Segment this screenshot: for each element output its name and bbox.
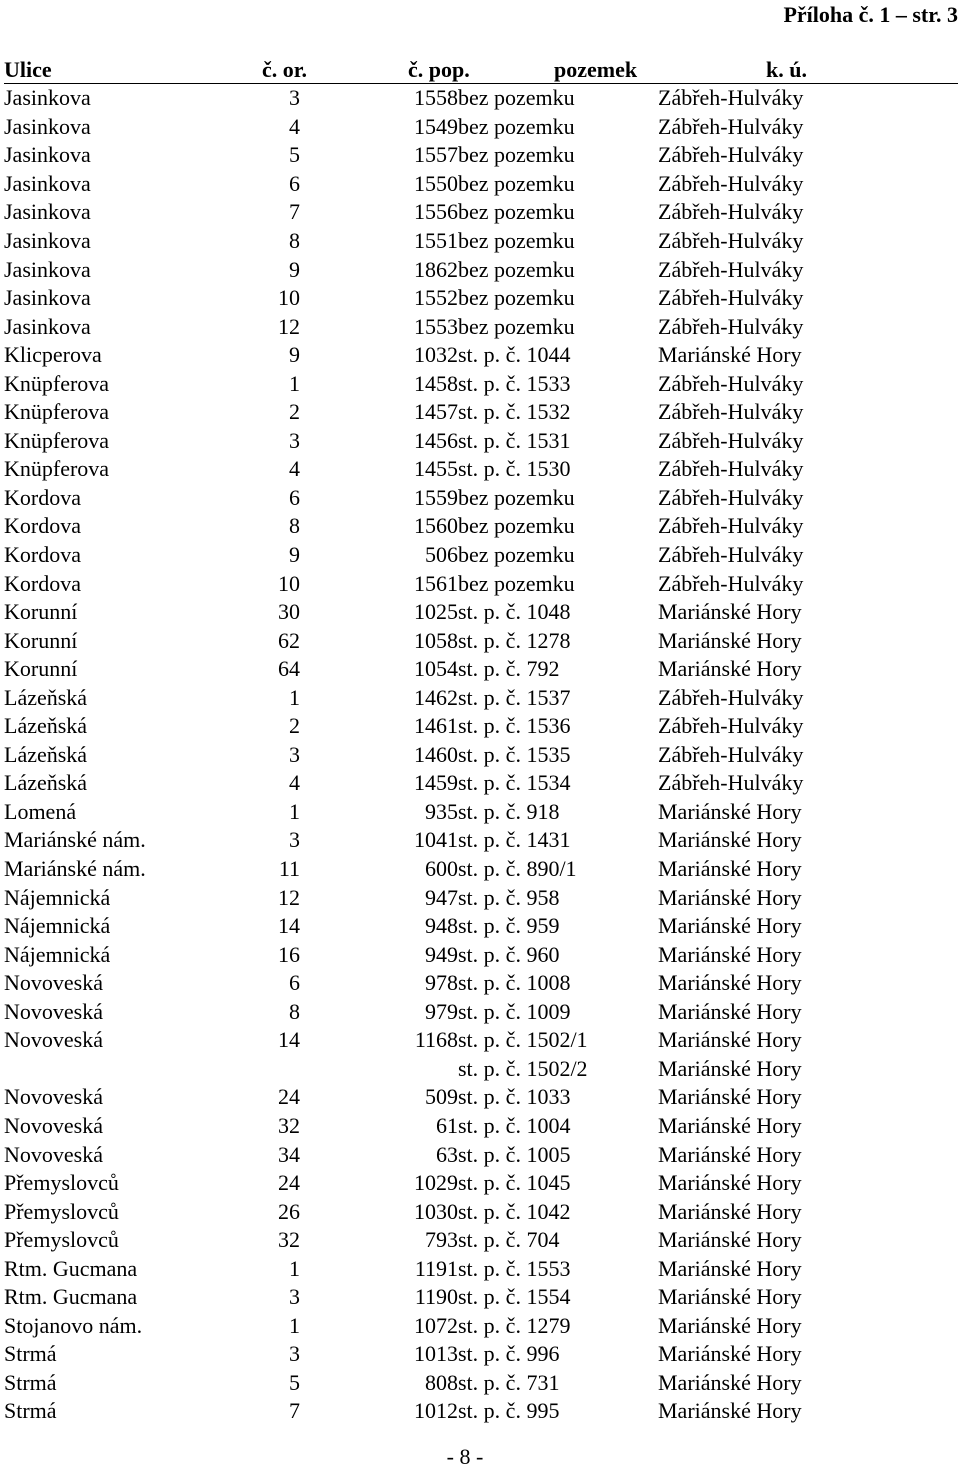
table-row [4,940,958,969]
street-cell: Kordova [4,513,81,539]
orientation-number-cell: 14 [278,913,300,939]
descriptive-number-cell: 808 [425,1369,458,1395]
cadastral-area-cell: Zábřeh-Hulváky [658,484,804,510]
street-cell: Mariánské nám. [4,827,146,853]
orientation-number-cell [234,1055,300,1084]
street-cell: Lázeňská [4,770,88,796]
parcel-cell: bez pozemku [458,542,575,568]
cadastral-area-cell: Mariánské Hory [658,1170,802,1196]
table-row [4,113,958,142]
table-row [4,1169,958,1198]
orientation-number-cell: 62 [278,627,300,653]
descriptive-number-cell: 935 [425,798,458,824]
street-cell: Novoveská [4,970,103,996]
descriptive-number-cell: 1553 [414,313,458,339]
cadastral-area-cell: Zábřeh-Hulváky [658,370,804,396]
descriptive-number-cell: 1552 [414,285,458,311]
street-cell: Mariánské nám. [4,856,146,882]
orientation-number-cell: 24 [278,1084,300,1110]
cadastral-area-cell: Mariánské Hory [658,1055,802,1081]
street-cell: Nájemnická [4,913,111,939]
descriptive-number-cell: 63 [436,1141,458,1167]
table-row [4,227,958,256]
descriptive-number-cell: 1459 [414,770,458,796]
table-row [4,826,958,855]
street-cell: Knüpferova [4,456,110,482]
street-cell: Přemyslovců [4,1198,119,1224]
table-row [4,1112,958,1141]
parcel-cell: st. p. č. 1537 [458,684,571,710]
parcel-cell: st. p. č. 1042 [458,1198,571,1224]
descriptive-number-cell: 1551 [414,228,458,253]
parcel-cell: st. p. č. 704 [458,1227,560,1253]
descriptive-number-cell: 1013 [414,1341,458,1367]
table-row [4,1397,958,1426]
street-cell: Strmá [4,1341,57,1367]
orientation-number-cell: 4 [289,456,300,482]
cadastral-area-cell: Mariánské Hory [658,998,802,1024]
street-cell: Klicperova [4,342,102,368]
table-row [4,683,958,712]
orientation-number-cell: 3 [289,827,300,853]
descriptive-number-cell: 1029 [414,1170,458,1196]
orientation-number-cell: 5 [289,1369,300,1395]
descriptive-number-cell: 1556 [414,199,458,225]
parcel-cell: st. p. č. 995 [458,1398,560,1424]
descriptive-number-cell: 1460 [414,741,458,767]
descriptive-number-cell: 1549 [414,113,458,139]
parcel-cell: st. p. č. 1553 [458,1255,571,1281]
table-row [4,1197,958,1226]
descriptive-number-cell: 949 [425,941,458,967]
descriptive-number-cell: 1550 [414,170,458,196]
orientation-number-cell: 30 [278,599,300,625]
street-cell: Nájemnická [4,884,111,910]
cadastral-area-cell: Zábřeh-Hulváky [658,199,804,225]
orientation-number-cell: 34 [278,1141,300,1167]
parcel-cell: st. p. č. 1044 [458,342,571,368]
street-cell: Jasinkova [4,113,91,139]
parcel-cell: bez pozemku [458,142,575,168]
orientation-number-cell: 32 [278,1112,300,1138]
table-row [4,284,958,313]
cadastral-area-cell: Mariánské Hory [658,884,802,910]
table-row [4,798,958,827]
orientation-number-cell: 32 [278,1227,300,1253]
column-header-parcel: pozemek [458,57,658,84]
cadastral-area-cell: Zábřeh-Hulváky [658,285,804,311]
cadastral-area-cell: Mariánské Hory [658,970,802,996]
cadastral-area-cell: Mariánské Hory [658,1141,802,1167]
cadastral-area-cell: Zábřeh-Hulváky [658,170,804,196]
orientation-number-cell: 6 [289,170,300,196]
parcel-cell: st. p. č. 792 [458,656,560,682]
table-row [4,626,958,655]
cadastral-area-cell: Mariánské Hory [658,941,802,967]
cadastral-area-cell: Zábřeh-Hulváky [658,142,804,168]
table-body [4,84,958,1426]
parcel-cell: st. p. č. 960 [458,941,560,967]
cadastral-area-cell: Mariánské Hory [658,1227,802,1253]
street-cell: Nájemnická [4,941,111,967]
parcel-cell: st. p. č. 1535 [458,741,571,767]
parcel-cell: st. p. č. 958 [458,884,560,910]
parcel-cell: st. p. č. 1502/1 [458,1027,588,1053]
descriptive-number-cell: 1558 [414,85,458,111]
parcel-cell: st. p. č. 1531 [458,427,571,453]
orientation-number-cell: 9 [289,342,300,368]
cadastral-area-cell: Zábřeh-Hulváky [658,256,804,282]
cadastral-area-cell: Zábřeh-Hulváky [658,427,804,453]
street-cell: Knüpferova [4,399,110,425]
cadastral-area-cell: Zábřeh-Hulváky [658,113,804,139]
descriptive-number-cell: 1072 [414,1312,458,1338]
cadastral-area-cell: Mariánské Hory [658,1369,802,1395]
annex-page-label: Příloha č. 1 – str. 3 [783,2,958,27]
orientation-number-cell: 64 [278,656,300,682]
table-row [4,484,958,513]
cadastral-area-cell: Zábřeh-Hulváky [658,684,804,710]
parcel-cell: st. p. č. 731 [458,1369,560,1395]
parcel-cell: bez pozemku [458,513,575,539]
table-row [4,712,958,741]
table-row [4,369,958,398]
orientation-number-cell: 3 [289,85,300,111]
street-cell [4,1055,234,1084]
cadastral-area-cell: Mariánské Hory [658,827,802,853]
descriptive-number-cell: 1559 [414,484,458,510]
street-cell: Korunní [4,627,78,653]
orientation-number-cell: 8 [289,228,300,253]
orientation-number-cell: 4 [289,113,300,139]
street-cell: Lázeňská [4,741,88,767]
table-row [4,1283,958,1312]
descriptive-number-cell: 509 [425,1084,458,1110]
cadastral-area-cell: Mariánské Hory [658,856,802,882]
cadastral-area-cell: Zábřeh-Hulváky [658,85,804,111]
orientation-number-cell: 8 [289,998,300,1024]
descriptive-number-cell: 1032 [414,342,458,368]
column-header-descriptive-number: č. pop. [300,57,458,84]
parcel-cell: st. p. č. 1534 [458,770,571,796]
descriptive-number-cell: 793 [425,1227,458,1253]
parcel-cell: st. p. č. 1530 [458,456,571,482]
street-cell: Novoveská [4,1027,103,1053]
table-row [4,141,958,170]
parcel-cell: bez pozemku [458,570,575,596]
descriptive-number-cell: 1561 [414,570,458,596]
street-cell: Korunní [4,599,78,625]
parcel-cell: bez pozemku [458,256,575,282]
table-row [4,455,958,484]
orientation-number-cell: 5 [289,142,300,168]
orientation-number-cell: 10 [278,285,300,311]
descriptive-number-cell: 1560 [414,513,458,539]
parcel-cell: bez pozemku [458,113,575,139]
cadastral-area-cell: Mariánské Hory [658,798,802,824]
parcel-cell: bez pozemku [458,199,575,225]
street-cell: Novoveská [4,1141,103,1167]
table-row [4,84,958,113]
orientation-number-cell: 3 [289,427,300,453]
orientation-number-cell: 6 [289,970,300,996]
cadastral-area-cell: Mariánské Hory [658,599,802,625]
orientation-number-cell: 16 [278,941,300,967]
orientation-number-cell: 9 [289,542,300,568]
street-cell: Přemyslovců [4,1170,119,1196]
parcel-cell: bez pozemku [458,170,575,196]
orientation-number-cell: 2 [289,399,300,425]
descriptive-number-cell: 1190 [414,1284,458,1310]
street-cell: Jasinkova [4,170,91,196]
orientation-number-cell: 11 [278,856,300,882]
descriptive-number-cell: 1191 [414,1255,458,1281]
table-row [4,512,958,541]
parcel-cell: bez pozemku [458,285,575,311]
table-row [4,969,958,998]
street-cell: Kordova [4,484,81,510]
street-cell: Rtm. Gucmana [4,1255,138,1281]
table-row [4,398,958,427]
table-row [4,1254,958,1283]
descriptive-number-cell: 1041 [414,827,458,853]
table-row [4,1312,958,1341]
orientation-number-cell: 3 [289,1284,300,1310]
parcel-cell: bez pozemku [458,484,575,510]
descriptive-number-cell: 1456 [414,427,458,453]
table-row [4,170,958,199]
cadastral-area-cell: Mariánské Hory [658,1027,802,1053]
column-header-street: Ulice [4,57,234,84]
descriptive-number-cell: 979 [425,998,458,1024]
parcel-cell: st. p. č. 1008 [458,970,571,996]
cadastral-area-cell: Mariánské Hory [658,1341,802,1367]
orientation-number-cell: 12 [278,884,300,910]
cadastral-area-cell: Mariánské Hory [658,1398,802,1424]
table-row [4,1226,958,1255]
header-row [4,57,958,84]
orientation-number-cell: 4 [289,770,300,796]
street-cell: Jasinkova [4,85,91,111]
parcel-cell: st. p. č. 1502/2 [458,1055,588,1081]
descriptive-number-cell: 1058 [414,627,458,653]
street-cell: Novoveská [4,1084,103,1110]
parcel-cell: bez pozemku [458,313,575,339]
street-cell: Lázeňská [4,684,88,710]
table-row [4,855,958,884]
table-row [4,427,958,456]
parcel-cell: st. p. č. 918 [458,798,560,824]
cadastral-area-cell: Mariánské Hory [658,913,802,939]
orientation-number-cell: 12 [278,313,300,339]
table-row [4,1083,958,1112]
table-row [4,198,958,227]
orientation-number-cell: 24 [278,1170,300,1196]
table-row [4,998,958,1027]
street-cell: Kordova [4,542,81,568]
descriptive-number-cell [300,1055,458,1084]
orientation-number-cell: 1 [289,684,300,710]
cadastral-area-cell: Zábřeh-Hulváky [658,542,804,568]
table-row [4,1026,958,1055]
cadastral-area-cell: Mariánské Hory [658,627,802,653]
street-cell: Jasinkova [4,142,91,168]
street-cell: Lomená [4,798,77,824]
parcel-cell: bez pozemku [458,228,575,253]
cadastral-area-cell: Zábřeh-Hulváky [658,713,804,739]
street-cell: Strmá [4,1398,57,1424]
street-cell: Lázeňská [4,713,88,739]
page-number: - 8 - [446,1444,484,1469]
table-row [4,1140,958,1169]
cadastral-area-cell: Mariánské Hory [658,1255,802,1281]
street-cell: Knüpferova [4,427,110,453]
table-row [4,541,958,570]
table-header [4,57,958,84]
descriptive-number-cell: 978 [425,970,458,996]
column-header-cadastral-area: k. ú. [658,57,958,84]
parcel-cell: st. p. č. 1048 [458,599,571,625]
descriptive-number-cell: 948 [425,913,458,939]
street-cell: Jasinkova [4,228,91,253]
parcel-cell: st. p. č. 1045 [458,1170,571,1196]
table-row [4,312,958,341]
parcel-cell: st. p. č. 1431 [458,827,571,853]
cadastral-area-cell: Mariánské Hory [658,1284,802,1310]
orientation-number-cell: 8 [289,513,300,539]
street-cell: Novoveská [4,998,103,1024]
parcel-cell: st. p. č. 1533 [458,370,571,396]
cadastral-area-cell: Zábřeh-Hulváky [658,313,804,339]
orientation-number-cell: 9 [289,256,300,282]
cadastral-area-cell: Zábřeh-Hulváky [658,399,804,425]
descriptive-number-cell: 600 [425,856,458,882]
cadastral-area-cell: Mariánské Hory [658,1112,802,1138]
parcel-cell: st. p. č. 1009 [458,998,571,1024]
orientation-number-cell: 1 [289,370,300,396]
parcel-cell: st. p. č. 1278 [458,627,571,653]
cadastral-area-cell: Mariánské Hory [658,1198,802,1224]
table-row [4,912,958,941]
orientation-number-cell: 6 [289,484,300,510]
descriptive-number-cell: 1458 [414,370,458,396]
street-cell: Jasinkova [4,199,91,225]
parcel-cell: st. p. č. 1532 [458,399,571,425]
table-row [4,569,958,598]
parcel-cell: st. p. č. 890/1 [458,856,577,882]
descriptive-number-cell: 1012 [414,1398,458,1424]
street-cell: Strmá [4,1369,57,1395]
street-cell: Korunní [4,656,78,682]
cadastral-area-cell: Zábřeh-Hulváky [658,770,804,796]
street-cell: Knüpferova [4,370,110,396]
table-row [4,341,958,370]
parcel-cell: st. p. č. 1536 [458,713,571,739]
street-cell: Jasinkova [4,313,91,339]
descriptive-number-cell: 1457 [414,399,458,425]
street-cell: Stojanovo nám. [4,1312,143,1338]
street-cell: Novoveská [4,1112,103,1138]
orientation-number-cell: 3 [289,1341,300,1367]
parcel-cell: st. p. č. 1279 [458,1312,571,1338]
street-cell: Kordova [4,570,81,596]
descriptive-number-cell: 1030 [414,1198,458,1224]
cadastral-area-cell: Zábřeh-Hulváky [658,741,804,767]
descriptive-number-cell: 61 [436,1112,458,1138]
parcel-cell: st. p. č. 1554 [458,1284,571,1310]
descriptive-number-cell: 1862 [414,256,458,282]
street-cell: Přemyslovců [4,1227,119,1253]
orientation-number-cell: 1 [289,1312,300,1338]
table-row [4,1369,958,1398]
column-header-orientation-number: č. or. [234,57,300,84]
parcel-cell: st. p. č. 996 [458,1341,560,1367]
orientation-number-cell: 1 [289,798,300,824]
orientation-number-cell: 14 [278,1027,300,1053]
descriptive-number-cell: 1461 [414,713,458,739]
orientation-number-cell: 1 [289,1255,300,1281]
table-row [4,655,958,684]
table-row [4,741,958,770]
cadastral-area-cell: Zábřeh-Hulváky [658,456,804,482]
table-row [4,883,958,912]
parcel-cell: st. p. č. 1005 [458,1141,571,1167]
table-row [4,1340,958,1369]
cadastral-area-cell: Zábřeh-Hulváky [658,570,804,596]
parcel-cell: st. p. č. 959 [458,913,560,939]
cadastral-area-cell: Mariánské Hory [658,656,802,682]
table-row [4,769,958,798]
orientation-number-cell: 26 [278,1198,300,1224]
street-cell: Jasinkova [4,256,91,282]
descriptive-number-cell: 1054 [414,656,458,682]
table-row [4,598,958,627]
orientation-number-cell: 10 [278,570,300,596]
table-row [4,255,958,284]
descriptive-number-cell: 1168 [414,1027,458,1053]
orientation-number-cell: 3 [289,741,300,767]
orientation-number-cell: 2 [289,713,300,739]
descriptive-number-cell: 1462 [414,684,458,710]
descriptive-number-cell: 1557 [414,142,458,168]
cadastral-area-cell: Zábřeh-Hulváky [658,228,804,253]
parcel-cell: st. p. č. 1004 [458,1112,571,1138]
address-table [4,57,958,1426]
descriptive-number-cell: 1025 [414,599,458,625]
table-row [4,1055,958,1084]
orientation-number-cell: 7 [289,1398,300,1424]
street-cell: Jasinkova [4,285,91,311]
cadastral-area-cell: Zábřeh-Hulváky [658,513,804,539]
cadastral-area-cell: Mariánské Hory [658,1312,802,1338]
parcel-cell: st. p. č. 1033 [458,1084,571,1110]
cadastral-area-cell: Mariánské Hory [658,1084,802,1110]
parcel-cell: bez pozemku [458,85,575,111]
descriptive-number-cell: 1455 [414,456,458,482]
street-cell: Rtm. Gucmana [4,1284,138,1310]
cadastral-area-cell: Mariánské Hory [658,342,802,368]
orientation-number-cell: 7 [289,199,300,225]
descriptive-number-cell: 506 [425,542,458,568]
descriptive-number-cell: 947 [425,884,458,910]
